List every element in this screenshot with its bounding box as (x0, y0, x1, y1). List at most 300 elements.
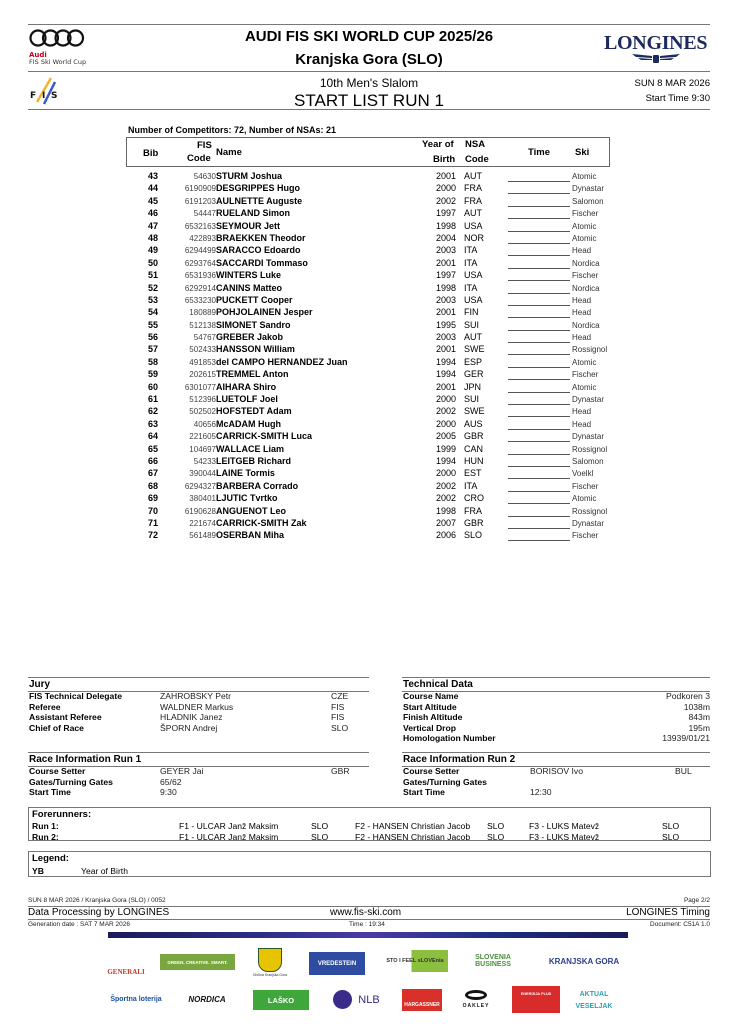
technical-value: Podkoren 3 (666, 691, 710, 701)
sponsor-sportna-loterija: Športna loterija (110, 995, 162, 1003)
ski-cell: Head (572, 333, 592, 343)
nsa-code-cell: FRA (464, 183, 482, 194)
footer-page: Page 2/2 (683, 897, 710, 904)
sponsor-energija-plus: ENERGIJA PLUS (512, 986, 560, 1013)
nsa-code-cell: AUT (464, 208, 482, 219)
start-time: Start Time 9:30 (645, 93, 710, 104)
fis-code-cell: 40656 (193, 419, 216, 429)
nsa-code-cell: ITA (464, 480, 478, 491)
year-of-birth-cell: 1994 (435, 455, 456, 466)
bib-cell: 57 (147, 344, 158, 355)
table-row (126, 357, 626, 369)
bib-cell: 63 (147, 418, 158, 429)
jury-nation: FIS (331, 701, 345, 712)
fis-code-cell: 6191203 (184, 196, 216, 206)
run2-row (403, 766, 710, 776)
nsa-code-cell: FIN (464, 307, 479, 318)
time-cell (508, 530, 570, 541)
run2-top-rule (402, 752, 710, 753)
footer-timing: LONGINES Timing (626, 907, 710, 918)
fis-code-cell: 502433 (189, 345, 216, 355)
year-of-birth-cell: 2000 (435, 418, 456, 429)
sponsor-sto-feel-slovenia: STO I FEEL sLOVEnia (382, 950, 448, 972)
time-cell (508, 332, 570, 343)
table-row (126, 221, 626, 233)
year-of-birth-cell: 2003 (435, 294, 456, 305)
race-date: SUN 8 MAR 2026 (634, 78, 710, 89)
footer-document: Document: C51A 1.0 (650, 921, 710, 928)
sponsor-obcina: Občina Kranjska Gora (252, 973, 288, 977)
ski-cell: Atomic (572, 357, 597, 367)
table-row (126, 270, 626, 282)
technical-value: 843m (688, 712, 710, 722)
year-of-birth-cell: 1994 (435, 369, 456, 380)
technical-label: Finish Altitude (403, 712, 463, 722)
header-bottom-rule (28, 109, 710, 110)
name-cell: SARACCO Edoardo (216, 245, 301, 256)
bib-cell: 50 (147, 257, 158, 268)
bib-cell: 66 (147, 455, 158, 466)
fis-code-cell: 180889 (189, 308, 216, 318)
table-row (126, 431, 626, 443)
run1-value: 65/62 (160, 776, 182, 787)
forerunner-3: F3 - LUKS Matevž (529, 821, 600, 831)
nlb-circle-icon (333, 990, 352, 1009)
run1-row (29, 777, 369, 787)
svg-text:S: S (51, 91, 58, 101)
name-cell: LAINE Tormis (216, 468, 275, 479)
legend-value: Year of Birth (81, 866, 128, 876)
forerunner-3-nation: SLO (662, 821, 680, 831)
year-of-birth-cell: 2003 (435, 332, 456, 343)
year-of-birth-cell: 2001 (435, 381, 456, 392)
table-row (126, 171, 626, 183)
bib-cell: 49 (147, 245, 158, 256)
name-cell: GREBER Jakob (216, 332, 284, 343)
year-of-birth-cell: 1999 (435, 443, 456, 454)
time-cell (508, 506, 570, 517)
year-of-birth-cell: 2001 (435, 307, 456, 318)
technical-label: Course Name (403, 691, 459, 701)
table-row (126, 320, 626, 332)
technical-label: Start Altitude (403, 701, 457, 712)
header-bib: Bib (143, 148, 159, 159)
bib-cell: 62 (147, 406, 158, 417)
jury-nation: FIS (331, 712, 345, 722)
fis-code-cell: 6190628 (184, 506, 216, 516)
audi-brand-text: Audi (29, 51, 47, 59)
bib-cell: 55 (147, 319, 158, 330)
ski-cell: Nordica (572, 283, 600, 293)
table-row (126, 468, 626, 480)
forerunner-run-label: Run 1: (32, 821, 59, 831)
fis-code-cell: 54447 (193, 209, 216, 219)
run2-label: Start Time (403, 787, 445, 797)
bib-cell: 45 (147, 195, 158, 206)
jury-nation: CZE (331, 691, 349, 701)
ski-cell: Nordica (572, 258, 600, 268)
sponsor-slovenia-business: SLOVENIA BUSINESS (475, 954, 511, 968)
ski-cell: Salomon (572, 456, 604, 466)
year-of-birth-cell: 2001 (435, 344, 456, 355)
jury-top-rule (28, 677, 369, 678)
nsa-code-cell: ITA (464, 245, 478, 256)
race-name: 10th Men's Slalom (319, 76, 419, 90)
year-of-birth-cell: 1995 (435, 319, 456, 330)
fis-code-cell: 221674 (189, 518, 216, 528)
jury-nation: SLO (331, 722, 349, 733)
year-of-birth-cell: 1998 (435, 505, 456, 516)
time-cell (508, 444, 570, 455)
run2-row (403, 787, 710, 797)
fis-code-cell: 561489 (189, 531, 216, 541)
time-cell (508, 344, 570, 355)
technical-row (403, 702, 710, 712)
nsa-code-cell: HUN (464, 455, 484, 466)
fis-code-cell: 54767 (193, 333, 216, 343)
year-of-birth-cell: 1998 (435, 220, 456, 231)
time-cell (508, 382, 570, 393)
nsa-code-cell: SUI (464, 319, 480, 330)
table-row (126, 530, 626, 542)
table-row (126, 295, 626, 307)
fis-code-cell: 512138 (189, 320, 216, 330)
table-row (126, 332, 626, 344)
year-of-birth-cell: 2005 (435, 431, 456, 442)
table-row (126, 481, 626, 493)
ski-cell: Rossignol (572, 506, 608, 516)
jury-label: Assistant Referee (29, 712, 102, 722)
nsa-code-cell: GBR (464, 431, 484, 442)
forerunner-2: F2 - HANSEN Christian Jacob (355, 831, 471, 842)
time-cell (508, 419, 570, 430)
ski-cell: Rossignol (572, 345, 608, 355)
bib-cell: 60 (147, 381, 158, 392)
table-row (126, 369, 626, 381)
fis-code-cell: 54233 (193, 456, 216, 466)
forerunner-1: F1 - ULCAR Janž Maksim (179, 831, 279, 842)
bib-cell: 53 (147, 294, 158, 305)
forerunner-1-nation: SLO (311, 831, 329, 842)
run2-title: Race Information Run 2 (403, 754, 516, 765)
name-cell: SACCARDI Tommaso (216, 257, 308, 268)
name-cell: WINTERS Luke (216, 270, 282, 281)
year-of-birth-cell: 1997 (435, 208, 456, 219)
sponsor-kranjska-gora: KRANJSKA GORA (548, 956, 620, 966)
time-cell (508, 258, 570, 269)
name-cell: LEITGEB Richard (216, 455, 292, 466)
run1-value: 9:30 (160, 787, 177, 797)
jury-label: Chief of Race (29, 722, 84, 733)
footer-generation: Generation date : SAT 7 MAR 2026 (28, 921, 131, 928)
time-cell (508, 283, 570, 294)
fis-code-cell: 6301077 (184, 382, 216, 392)
name-cell: BARBERA Corrado (216, 480, 299, 491)
year-of-birth-cell: 2006 (435, 530, 456, 541)
table-row (126, 394, 626, 406)
name-cell: AULNETTE Auguste (216, 195, 303, 206)
sponsor-lasko: LAŠKO (253, 990, 309, 1010)
technical-value: 195m (688, 722, 710, 733)
run2-nation: BUL (675, 766, 692, 776)
ski-cell: Dynastar (572, 184, 605, 194)
fis-code-cell: 502502 (189, 407, 216, 417)
nsa-code-cell: SWE (464, 406, 485, 417)
name-cell: HOFSTEDT Adam (216, 406, 292, 417)
name-cell: WALLACE Liam (216, 443, 285, 454)
ski-cell: Dynastar (572, 432, 605, 442)
fis-code-cell: 6292914 (184, 283, 216, 293)
time-cell (508, 245, 570, 256)
ski-cell: Fischer (572, 209, 599, 219)
ski-cell: Salomon (572, 196, 604, 206)
bib-cell: 67 (147, 468, 158, 479)
ski-cell: Atomic (572, 382, 597, 392)
name-cell: STURM Joshua (216, 171, 283, 181)
ski-cell: Head (572, 419, 592, 429)
time-cell (508, 406, 570, 417)
time-cell (508, 307, 570, 318)
sponsor-vredestein: VREDESTEIN (309, 952, 365, 975)
nsa-code-cell: USA (464, 294, 483, 305)
bib-cell: 61 (147, 394, 158, 405)
header-yob-bottom: Birth (433, 154, 456, 165)
venue-title: Kranjska Gora (SLO) (295, 51, 443, 68)
footer-rule-2 (28, 919, 710, 920)
jury-value: ZAHROBSKY Petr (160, 691, 231, 701)
year-of-birth-cell: 1998 (435, 282, 456, 293)
fis-code-cell: 6293764 (184, 258, 216, 268)
ski-cell: Fischer (572, 531, 599, 541)
name-cell: McADAM Hugh (216, 418, 281, 429)
technical-value: 13939/01/21 (662, 733, 710, 743)
time-cell (508, 493, 570, 504)
run2-row (403, 777, 710, 787)
jury-row (29, 691, 369, 701)
fis-code-cell: 104697 (189, 444, 216, 454)
bib-cell: 46 (147, 208, 158, 219)
nsa-code-cell: SUI (464, 394, 480, 405)
name-cell: HANSSON William (216, 344, 295, 355)
run1-nation: GBR (331, 766, 350, 776)
ski-cell: Fischer (572, 370, 599, 380)
technical-label: Homologation Number (403, 733, 496, 743)
name-cell: BRAEKKEN Theodor (216, 232, 306, 243)
time-cell (508, 357, 570, 368)
time-cell (508, 481, 570, 492)
nsa-code-cell: FRA (464, 505, 482, 516)
fis-code-cell: 380401 (189, 494, 216, 504)
bib-cell: 47 (147, 220, 158, 231)
bib-cell: 70 (147, 505, 158, 516)
name-cell: AIHARA Shiro (216, 381, 277, 392)
nsa-code-cell: AUS (464, 418, 483, 429)
longines-logo: LONGINES (604, 32, 708, 54)
ski-cell: Atomic (572, 172, 597, 181)
header-yob-top: Year of (422, 139, 454, 150)
longines-wings-icon (630, 52, 682, 64)
table-row (126, 208, 626, 220)
footer-doc-ref: SUN 8 MAR 2026 / Kranjska Gora (SLO) / 0052 (28, 897, 166, 904)
nsa-code-cell: SLO (464, 530, 483, 541)
jury-row (29, 723, 369, 733)
name-cell: RUELAND Simon (216, 208, 290, 219)
technical-row (403, 733, 710, 743)
bib-cell: 52 (147, 282, 158, 293)
run1-value: GEYER Jai (160, 766, 204, 776)
run2-value: BORISOV Ivo (530, 766, 584, 776)
time-cell (508, 171, 570, 182)
sponsor-nlb: NLB (358, 993, 380, 1006)
time-cell (508, 468, 570, 479)
jury-value: WALDNER Markus (160, 701, 234, 712)
ski-cell: Head (572, 407, 592, 417)
jury-row (29, 702, 369, 712)
nsa-code-cell: USA (464, 270, 483, 281)
list-title: START LIST RUN 1 (294, 91, 444, 110)
time-cell (508, 518, 570, 529)
technical-top-rule (402, 677, 710, 678)
nsa-code-cell: AUT (464, 171, 482, 181)
oakley-ellipse-icon (465, 990, 487, 1000)
year-of-birth-cell: 2007 (435, 517, 456, 528)
run1-row (29, 766, 369, 776)
footer-time: Time : 19:34 (349, 921, 385, 928)
header-nsa-bottom: Code (465, 154, 489, 165)
bib-cell: 71 (147, 517, 158, 528)
nsa-code-cell: JPN (464, 381, 482, 392)
run1-label: Start Time (29, 787, 71, 797)
table-row (126, 344, 626, 356)
footer-data-processing: Data Processing by LONGINES (28, 907, 170, 918)
time-cell (508, 221, 570, 232)
nsa-code-cell: FRA (464, 195, 482, 206)
year-of-birth-cell: 2001 (435, 257, 456, 268)
header-fis-top: FIS (197, 140, 212, 151)
fis-code-cell: 6190909 (184, 184, 216, 194)
legend-box (28, 851, 711, 877)
table-row (126, 233, 626, 245)
fis-code-cell: 390044 (189, 469, 216, 479)
name-cell: SIMONET Sandro (216, 319, 291, 330)
table-row (126, 506, 626, 518)
name-cell: ANGUENOT Leo (216, 505, 287, 516)
forerunner-3-nation: SLO (662, 831, 680, 842)
fis-code-cell: 54630 (193, 172, 216, 181)
competitors-summary: Number of Competitors: 72, Number of NSAs: 21 (128, 125, 337, 135)
nsa-code-cell: CAN (464, 443, 484, 454)
nsa-code-cell: SWE (464, 344, 485, 355)
bib-cell: 44 (147, 183, 158, 194)
legend-title: Legend: (32, 853, 69, 864)
name-cell: LUETOLF Joel (216, 394, 278, 405)
fis-code-cell: 6532163 (184, 221, 216, 231)
bib-cell: 65 (147, 443, 158, 454)
fis-code-cell: 512396 (189, 395, 216, 405)
ski-cell: Atomic (572, 221, 597, 231)
bib-cell: 64 (147, 431, 158, 442)
header-top-rule (28, 24, 710, 25)
event-title: AUDI FIS SKI WORLD CUP 2025/26 (244, 28, 494, 45)
table-row (126, 493, 626, 505)
start-list-rows (126, 171, 626, 543)
nsa-code-cell: ESP (464, 356, 483, 367)
nsa-code-cell: GBR (464, 517, 484, 528)
fis-code-cell: 6533230 (184, 295, 216, 305)
sponsor-oakley: OAKLEY (462, 1003, 490, 1009)
name-cell: DESGRIPPES Hugo (216, 183, 301, 194)
jury-label: FIS Technical Delegate (29, 691, 122, 701)
forerunner-run-label: Run 2: (32, 831, 59, 842)
run1-top-rule (28, 752, 369, 753)
table-row (126, 444, 626, 456)
fis-code-cell: 491853 (189, 357, 216, 367)
name-cell: del CAMPO HERNANDEZ Juan (216, 356, 348, 367)
technical-title: Technical Data (403, 679, 473, 690)
ski-cell: Voelkl (572, 469, 594, 479)
ski-cell: Rossignol (572, 444, 608, 454)
svg-text:I: I (42, 91, 46, 101)
name-cell: POHJOLAINEN Jesper (216, 307, 313, 318)
header-time: Time (528, 147, 551, 158)
bib-cell: 72 (147, 530, 158, 541)
bib-cell: 48 (147, 232, 158, 243)
footer-website[interactable]: www.fis-ski.com (330, 907, 402, 918)
name-cell: SEYMOUR Jett (216, 220, 281, 231)
year-of-birth-cell: 1994 (435, 356, 456, 367)
name-cell: LJUTIC Tvrtko (216, 493, 278, 504)
ski-cell: Nordica (572, 320, 600, 330)
time-cell (508, 208, 570, 219)
nsa-code-cell: ITA (464, 257, 478, 268)
bib-cell: 54 (147, 307, 158, 318)
bib-cell: 43 (147, 171, 158, 181)
name-cell: CANINS Matteo (216, 282, 283, 293)
fis-code-cell: 6294327 (184, 481, 216, 491)
ski-cell: Atomic (572, 233, 597, 243)
run1-title: Race Information Run 1 (29, 754, 142, 765)
run1-label: Course Setter (29, 766, 86, 776)
run2-value: 12:30 (530, 787, 552, 797)
bib-cell: 59 (147, 369, 158, 380)
time-cell (508, 196, 570, 207)
nsa-code-cell: AUT (464, 332, 482, 343)
forerunner-2: F2 - HANSEN Christian Jacob (355, 821, 471, 831)
table-row (126, 196, 626, 208)
time-cell (508, 233, 570, 244)
year-of-birth-cell: 1997 (435, 270, 456, 281)
jury-title: Jury (29, 679, 51, 690)
time-cell (508, 320, 570, 331)
header-ski: Ski (575, 147, 590, 158)
nsa-code-cell: CRO (464, 493, 484, 504)
bib-cell: 51 (147, 270, 158, 281)
time-cell (508, 456, 570, 467)
forerunners-box (28, 807, 711, 841)
fis-code-cell: 422893 (189, 233, 216, 243)
run2-label: Gates/Turning Gates (403, 776, 487, 787)
bib-cell: 56 (147, 332, 158, 343)
run1-row (29, 787, 369, 797)
fis-code-cell: 202615 (189, 370, 216, 380)
fis-code-cell: 6294499 (184, 246, 216, 256)
forerunner-2-nation: SLO (487, 831, 505, 842)
year-of-birth-cell: 2002 (435, 195, 456, 206)
run2-label: Course Setter (403, 766, 460, 776)
nsa-code-cell: GER (464, 369, 484, 380)
table-row (126, 419, 626, 431)
technical-label: Vertical Drop (403, 722, 457, 733)
